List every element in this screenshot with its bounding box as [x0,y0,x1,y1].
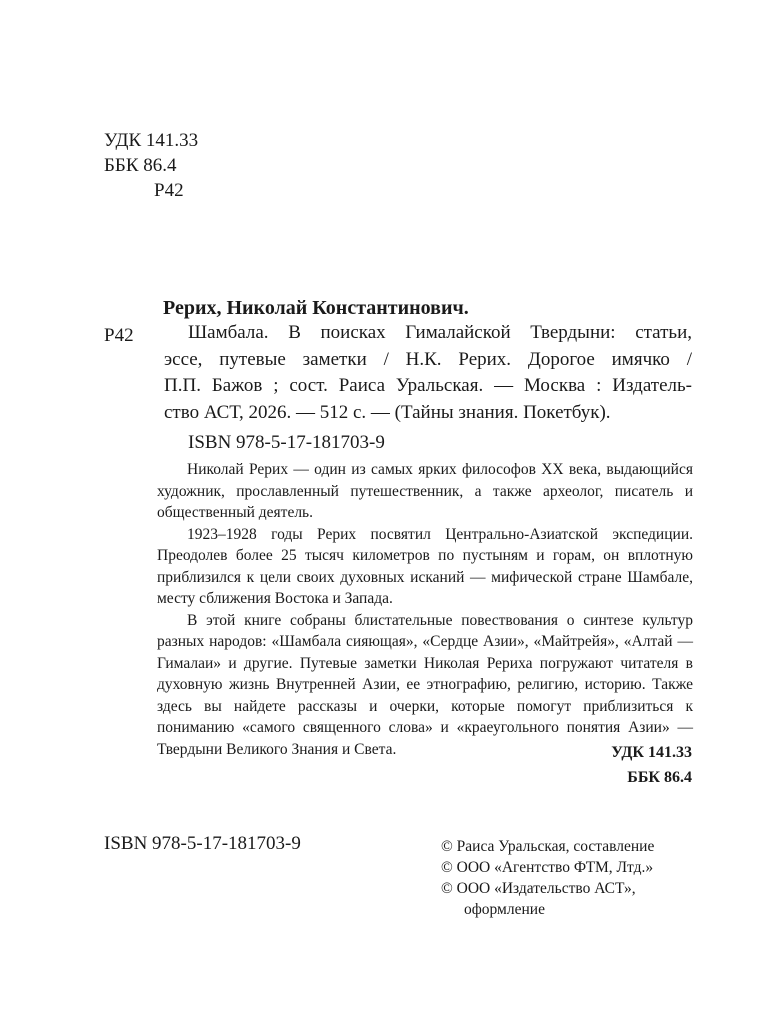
bbk-code: ББК 86.4 [104,155,177,176]
copyright-line: © Раиса Уральская, составление [441,838,655,855]
copyright-line: © ООО «Агентство ФТМ, Лтд.» [441,859,654,876]
isbn-bottom: ISBN 978-5-17-181703-9 [104,833,301,854]
copyright-block [441,836,654,920]
annotation-paragraph: Николай Рерих — один из самых ярких философов XX века, выдающийся художник, прославленный путешественник, а также археолог, писатель и общественный деятель. [157,461,693,521]
copyright-line: © ООО «Издательство АСТ», [441,880,636,897]
citation-line: Шамбала. В поисках Гималайской Твердыни: статьи, [188,322,692,343]
classification-right [611,740,692,790]
annotation-paragraph: 1923–1928 годы Рерих посвятил Центрально-Азиатской экспедиции. Преодолев более 25 тысяч километров по пустыням и горам, он вплотную приблизился к цели своих духовных исканий — мифической стране Шамбале, месту сближения Востока и Запада. [157,525,693,607]
udk-code-right: УДК 141.33 [611,744,692,761]
citation-line: П.П. Бажов ; сост. Раиса Уральская. — Москва : Издатель- [164,375,692,396]
citation-line: ство АСТ, 2026. — 512 с. — (Тайны знания. Покетбук). [164,401,611,423]
bbk-code-right: ББК 86.4 [627,769,692,786]
bibliographic-citation [164,320,692,426]
citation-line: эссе, путевые заметки / Н.К. Рерих. Дорогое имячко / [164,348,692,370]
annotation [157,459,693,760]
classification-block [104,128,198,203]
copyright-line: оформление [464,901,545,918]
isbn: ISBN 978-5-17-181703-9 [188,432,385,453]
author-heading: Рерих, Николай Константинович. [163,297,469,319]
annotation-paragraph: В этой книге собраны блистательные повествования о синтезе культур разных народов: «Шамбала сияющая», «Сердце Азии», «Майтрейя», «Алтай — Гималаи» и другие. Путевые заметки Николая Рериха погружают читателя в духовную жизнь Внутренней Азии, ее этнографию, религию, историю. Также здесь вы найдете рассказы и очерки, которые помогут приблизиться к пониманию «самого священного слова» и «краеугольного понятия Азии» — Твердыни Великого Знания и Света. [157,611,693,758]
udk-code: УДК 141.33 [104,130,199,151]
author-sign-left: Р42 [104,325,134,346]
author-sign: Р42 [154,180,184,201]
